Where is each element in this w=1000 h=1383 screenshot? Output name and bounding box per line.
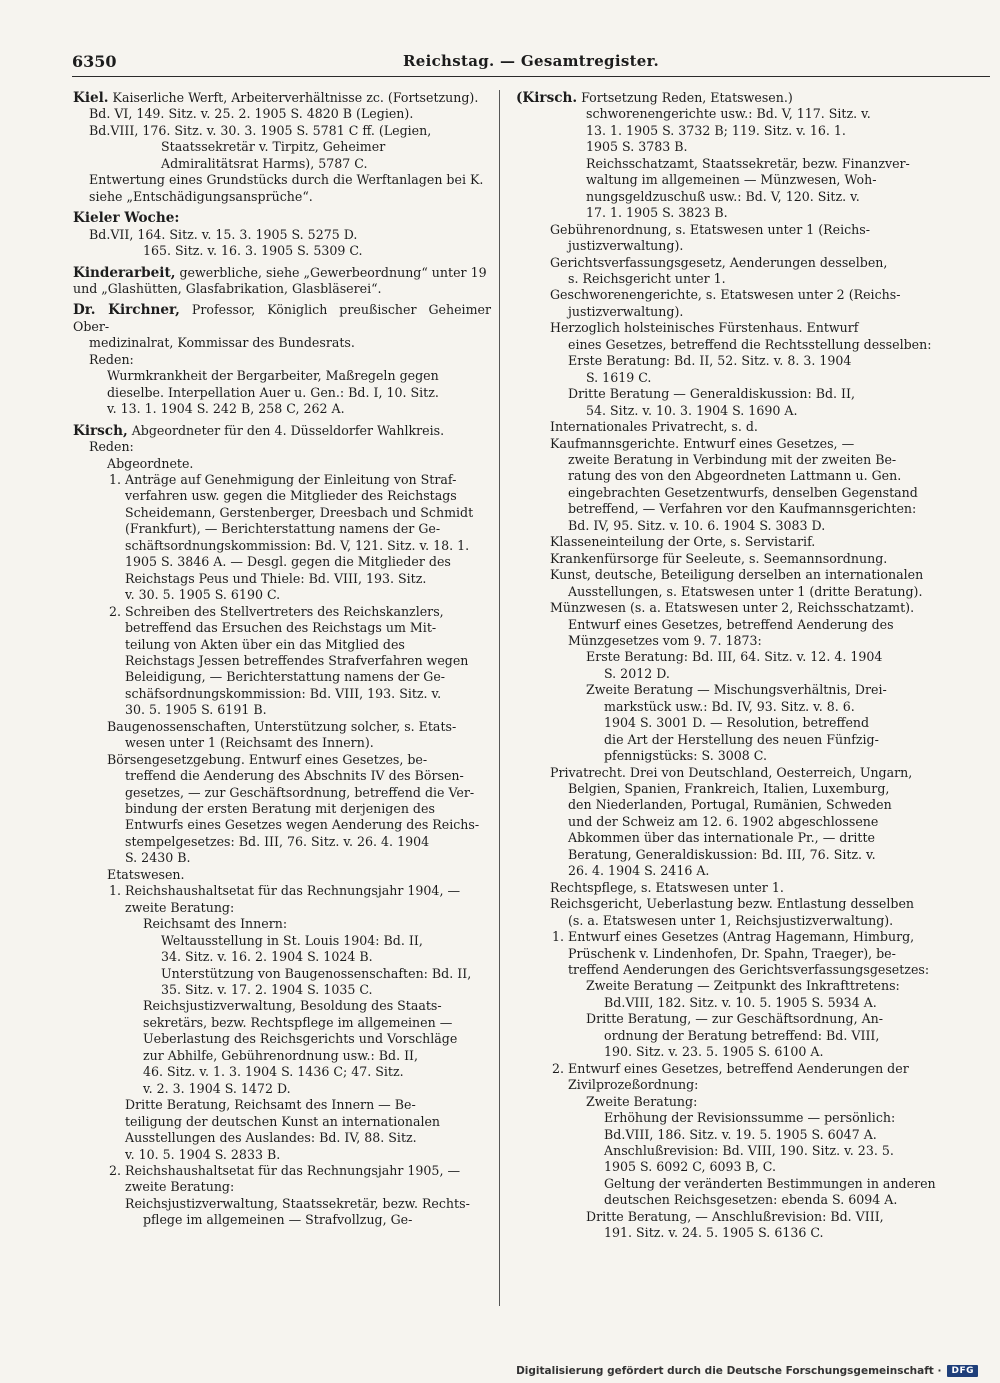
entry-keyword: Kinderarbeit,: [73, 264, 176, 281]
index-line: Reden:: [89, 439, 134, 455]
index-line: Ausstellungen, s. Etatswesen unter 1 (dritte Beratung).: [568, 583, 923, 599]
index-line: Geschworenengerichte, s. Etatswesen unter 2 (Reichs-: [550, 287, 901, 303]
index-line: Dritte Beratung, — zur Geschäftsordnung, An-: [586, 1011, 884, 1027]
index-line: v. 13. 1. 1904 S. 242 B, 258 C, 262 A.: [107, 401, 345, 417]
index-line: 2. Schreiben des Stellvertreters des Reichskanzlers,: [109, 603, 444, 619]
index-line: betreffend, — Verfahren vor den Kaufmannsgerichten:: [568, 501, 917, 517]
index-line: eines Gesetzes, betreffend die Rechtsstellung desselben:: [568, 336, 932, 352]
index-line: pflege im allgemeinen — Strafvollzug, Ge-: [143, 1212, 413, 1228]
index-line: zweite Beratung:: [125, 1179, 235, 1195]
index-line: waltung im allgemeinen — Münzwesen, Woh-: [586, 172, 877, 188]
entry-keyword: Kiel.: [73, 90, 109, 106]
index-line: 2. Entwurf eines Gesetzes, betreffend Aenderungen der: [552, 1060, 909, 1076]
index-line: Dritte Beratung — Generaldiskussion: Bd. II,: [568, 386, 855, 402]
index-line: die Art der Herstellung des neuen Fünfzig-: [604, 731, 879, 747]
index-line: Kaufmannsgerichte. Entwurf eines Gesetzes, —: [550, 435, 855, 451]
index-line: Zweite Beratung — Mischungsverhältnis, Drei-: [586, 682, 887, 698]
index-line: bindung der ersten Beratung mit derjenigen des: [125, 801, 435, 817]
index-line: Erste Beratung: Bd. III, 64. Sitz. v. 12. 4. 1904: [586, 649, 883, 665]
index-line: Bd.VII, 164. Sitz. v. 15. 3. 1905 S. 5275 D.: [89, 226, 358, 242]
index-line: siehe „Entschädigungsansprüche“.: [89, 188, 313, 204]
index-line: Dritte Beratung, — Anschlußrevision: Bd. VIII,: [586, 1208, 884, 1224]
index-line: Weltausstellung in St. Louis 1904: Bd. II,: [161, 932, 423, 948]
index-line: Bd.VIII, 182. Sitz. v. 10. 5. 1905 S. 5934 A.: [604, 994, 877, 1010]
index-line: 13. 1. 1905 S. 3732 B; 119. Sitz. v. 16. 1.: [586, 122, 846, 138]
index-line: Dr. Kirchner, Professor, Königlich preußischer Geheimer Ober-: [73, 302, 491, 334]
index-line: zweite Beratung:: [125, 899, 235, 915]
index-line: Erhöhung der Revisionssumme — persönlich:: [604, 1110, 896, 1126]
index-line: S. 2430 B.: [125, 850, 191, 866]
index-line: Kiel. Kaiserliche Werft, Arbeiterverhältnisse zc. (Fortsetzung).: [73, 90, 479, 106]
index-line: treffend Aenderungen des Gerichtsverfassungsgesetzes:: [568, 962, 930, 978]
index-line: und „Glashütten, Glasfabrikation, Glasbläserei“.: [73, 280, 382, 296]
index-line: 26. 4. 1904 S. 2416 A.: [568, 863, 710, 879]
index-line: 165. Sitz. v. 16. 3. 1905 S. 5309 C.: [143, 243, 363, 259]
index-line: Bd. IV, 95. Sitz. v. 10. 6. 1904 S. 3083 D.: [568, 517, 826, 533]
index-line: Zweite Beratung:: [586, 1093, 698, 1109]
page-number: 6350: [72, 52, 117, 71]
index-line: Admiralitätsrat Harms), 5787 C.: [161, 155, 368, 171]
index-line: Etatswesen.: [107, 866, 185, 882]
index-line: v. 10. 5. 1904 S. 2833 B.: [125, 1146, 281, 1162]
index-line: Kunst, deutsche, Beteiligung derselben an internationalen: [550, 567, 924, 583]
index-line: Gerichtsverfassungsgesetz, Aenderungen desselben,: [550, 254, 888, 270]
index-line: S. 2012 D.: [604, 665, 670, 681]
index-line: und der Schweiz am 12. 6. 1902 abgeschlossene: [568, 813, 879, 829]
index-line: Rechtspflege, s. Etatswesen unter 1.: [550, 879, 784, 895]
index-line: Unterstützung von Baugenossenschaften: Bd. II,: [161, 965, 472, 981]
index-line: verfahren usw. gegen die Mitglieder des Reichstags: [125, 488, 457, 504]
dfg-logo: DFG: [947, 1365, 978, 1377]
index-line: Münzgesetzes vom 9. 7. 1873:: [568, 632, 762, 648]
index-line: Scheidemann, Gerstenberger, Dreesbach und Schmidt: [125, 504, 474, 520]
index-line: Börsengesetzgebung. Entwurf eines Gesetzes, be-: [107, 751, 428, 767]
entry-keyword: Dr. Kirchner,: [73, 302, 180, 319]
index-line: 191. Sitz. v. 24. 5. 1905 S. 6136 C.: [604, 1225, 824, 1241]
index-line: Bd. VI, 149. Sitz. v. 25. 2. 1905 S. 4820 B (Legien).: [89, 106, 414, 122]
index-line: 2. Reichshaushaltsetat für das Rechnungsjahr 1905, —: [109, 1163, 461, 1178]
index-line: 1905 S. 3846 A. — Desgl. gegen die Mitglieder des: [125, 554, 451, 570]
index-line: deutschen Reichsgesetzen: ebenda S. 6094 A.: [604, 1192, 898, 1208]
index-line: 35. Sitz. v. 17. 2. 1904 S. 1035 C.: [161, 982, 373, 998]
index-line: pfennigstücks: S. 3008 C.: [604, 748, 767, 764]
index-line: justizverwaltung).: [568, 303, 684, 319]
index-line: schworenengerichte usw.: Bd. V, 117. Sitz. v.: [586, 106, 871, 122]
index-line: teilung von Akten über ein das Mitglied des: [125, 636, 405, 652]
index-line: schäfsordnungskommission: Bd. VIII, 193. Sitz. v.: [125, 685, 442, 701]
index-line: 54. Sitz. v. 10. 3. 1904 S. 1690 A.: [586, 402, 798, 418]
index-line: Reden:: [89, 351, 134, 367]
index-line: eingebrachten Gesetzentwurfs, denselben Gegenstand: [568, 484, 918, 500]
entry-keyword: Kieler Woche:: [73, 210, 180, 227]
index-line: Gebührenordnung, s. Etatswesen unter 1 (Reichs-: [550, 221, 870, 237]
index-line: Bd.VIII, 176. Sitz. v. 30. 3. 1905 S. 5781 C ff. (Legien,: [89, 122, 432, 138]
index-line: Reichstags Jessen betreffendes Strafverfahren wegen: [125, 652, 469, 668]
index-line: Kinderarbeit, gewerbliche, siehe „Gewerbeordnung“ unter 19: [73, 264, 487, 281]
index-line: Münzwesen (s. a. Etatswesen unter 2, Reichsschatzamt).: [550, 600, 915, 616]
index-line: 1905 S. 6092 C, 6093 B, C.: [604, 1159, 776, 1175]
footer-text: Digitalisierung gefördert durch die Deutsche Forschungsgemeinschaft ·: [516, 1365, 942, 1377]
page-header: [72, 52, 990, 77]
index-line: Klasseneinteilung der Orte, s. Servistarif.: [550, 534, 816, 550]
index-line: 34. Sitz. v. 16. 2. 1904 S. 1024 B.: [161, 949, 373, 965]
index-line: 1. Anträge auf Genehmigung der Einleitung von Straf-: [109, 471, 457, 487]
index-line: stempelgesetzes: Bd. III, 76. Sitz. v. 26. 4. 1904: [125, 833, 430, 849]
index-line: S. 1619 C.: [586, 369, 652, 385]
index-line: Belgien, Spanien, Frankreich, Italien, Luxemburg,: [568, 781, 890, 797]
index-line: markstück usw.: Bd. IV, 93. Sitz. v. 8. 6.: [604, 698, 855, 714]
index-line: Abkommen über das internationale Pr., — dritte: [568, 830, 875, 846]
index-line: sekretärs, bezw. Rechtspflege im allgemeinen —: [143, 1014, 453, 1030]
index-line: Krankenfürsorge für Seeleute, s. Seemannsordnung.: [550, 550, 888, 566]
footer-credit: [516, 1365, 978, 1377]
index-line: gesetzes, — zur Geschäftsordnung, betreffend die Ver-: [125, 784, 475, 800]
index-line: 17. 1. 1905 S. 3823 B.: [586, 205, 728, 221]
index-line: Wurmkrankheit der Bergarbeiter, Maßregeln gegen: [107, 368, 439, 384]
index-line: Reichsjustizverwaltung, Staatssekretär, bezw. Rechts-: [125, 1195, 470, 1211]
index-line: ratung des von den Abgeordneten Lattmann u. Gen.: [568, 468, 902, 484]
index-line: Zivilprozeßordnung:: [568, 1077, 699, 1093]
index-line: v. 2. 3. 1904 S. 1472 D.: [143, 1080, 291, 1096]
index-line: Baugenossenschaften, Unterstützung solcher, s. Etats-: [107, 718, 457, 734]
index-line: zweite Beratung in Verbindung mit der zweiten Be-: [568, 451, 897, 467]
index-line: wesen unter 1 (Reichsamt des Innern).: [125, 735, 374, 751]
index-line: Abgeordnete.: [107, 455, 194, 471]
index-line: 1905 S. 3783 B.: [586, 139, 688, 155]
index-line: dieselbe. Interpellation Auer u. Gen.: Bd. I, 10. Sitz.: [107, 384, 439, 400]
index-line: 190. Sitz. v. 23. 5. 1905 S. 6100 A.: [604, 1044, 824, 1060]
index-line: den Niederlanden, Portugal, Rumänien, Schweden: [568, 797, 892, 813]
index-line: Ueberlastung des Reichsgerichts und Vorschläge: [143, 1031, 458, 1047]
index-line: ordnung der Beratung betreffend: Bd. VIII,: [604, 1027, 880, 1043]
index-line: [73, 210, 491, 226]
index-line: Prüschenk v. Lindenhofen, Dr. Spahn, Traeger), be-: [568, 945, 896, 961]
index-line: Erste Beratung: Bd. II, 52. Sitz. v. 8. 3. 1904: [568, 353, 852, 369]
index-line: betreffend das Ersuchen des Reichstags um Mit-: [125, 620, 437, 636]
index-line: Bd.VIII, 186. Sitz. v. 19. 5. 1905 S. 6047 A.: [604, 1126, 877, 1142]
index-line: Privatrecht. Drei von Deutschland, Oesterreich, Ungarn,: [550, 764, 913, 780]
index-line: 1. Entwurf eines Gesetzes (Antrag Hagemann, Himburg,: [552, 929, 915, 945]
left-column: [73, 90, 491, 1229]
column-divider: [499, 90, 500, 1306]
right-column: [516, 90, 948, 1242]
index-line: Beleidigung, — Berichterstattung namens der Ge-: [125, 669, 446, 685]
index-line: Geltung der veränderten Bestimmungen in anderen: [604, 1175, 936, 1191]
index-line: Dritte Beratung, Reichsamt des Innern — Be-: [125, 1097, 416, 1113]
index-line: Reichstags Peus und Thiele: Bd. VIII, 193. Sitz.: [125, 570, 427, 586]
index-line: Entwurfs eines Gesetzes wegen Aenderung des Reichs-: [125, 817, 480, 833]
running-title: Reichstag. — Gesamtregister.: [402, 52, 659, 70]
entry-keyword: (Kirsch.: [516, 90, 578, 106]
index-line: Reichsschatzamt, Staatssekretär, bezw. Finanzver-: [586, 155, 910, 171]
index-line: (Kirsch. Fortsetzung Reden, Etatswesen.): [516, 90, 793, 106]
index-line: Ausstellungen des Auslandes: Bd. IV, 88. Sitz.: [125, 1130, 417, 1146]
index-line: 1904 S. 3001 D. — Resolution, betreffend: [604, 715, 870, 731]
index-line: s. Reichsgericht unter 1.: [568, 270, 726, 286]
index-line: (Frankfurt), — Berichterstattung namens der Ge-: [125, 521, 441, 537]
index-line: Herzoglich holsteinisches Fürstenhaus. Entwurf: [550, 320, 859, 336]
index-line: Internationales Privatrecht, s. d.: [550, 419, 758, 435]
index-line: Kirsch, Abgeordneter für den 4. Düsseldorfer Wahlkreis.: [73, 422, 445, 439]
index-line: Reichsjustizverwaltung, Besoldung des Staats-: [143, 998, 442, 1014]
index-line: justizverwaltung).: [568, 238, 684, 254]
index-line: medizinalrat, Kommissar des Bundesrats.: [89, 335, 355, 351]
index-line: Staatssekretär v. Tirpitz, Geheimer: [161, 139, 386, 155]
index-line: Reichsamt des Innern:: [143, 916, 288, 932]
index-line: Reichsgericht, Ueberlastung bezw. Entlastung desselben: [550, 896, 915, 912]
index-line: (s. a. Etatswesen unter 1, Reichsjustizverwaltung).: [568, 912, 894, 928]
index-line: zur Abhilfe, Gebührenordnung usw.: Bd. II,: [143, 1047, 419, 1063]
index-line: Beratung, Generaldiskussion: Bd. III, 76. Sitz. v.: [568, 846, 876, 862]
index-line: nungsgeldzuschuß usw.: Bd. V, 120. Sitz. v.: [586, 188, 860, 204]
index-line: schäftsordnungskommission: Bd. V, 121. Sitz. v. 18. 1.: [125, 537, 470, 553]
index-line: Zweite Beratung — Zeitpunkt des Inkrafttretens:: [586, 978, 900, 994]
index-line: 1. Reichshaushaltsetat für das Rechnungsjahr 1904, —: [109, 883, 461, 899]
index-line: treffend die Aenderung des Abschnits IV des Börsen-: [125, 768, 464, 784]
index-line: 30. 5. 1905 S. 6191 B.: [125, 702, 267, 718]
index-line: Anschlußrevision: Bd. VIII, 190. Sitz. v. 23. 5.: [604, 1143, 894, 1158]
entry-keyword: Kirsch,: [73, 422, 128, 439]
index-line: 46. Sitz. v. 1. 3. 1904 S. 1436 C; 47. Sitz.: [143, 1064, 404, 1080]
index-line: Entwertung eines Grundstücks durch die Werftanlagen bei K.: [89, 172, 484, 188]
index-line: Entwurf eines Gesetzes, betreffend Aenderung des: [568, 616, 894, 632]
index-line: v. 30. 5. 1905 S. 6190 C.: [125, 587, 281, 603]
index-line: teiligung der deutschen Kunst an internationalen: [125, 1113, 441, 1129]
